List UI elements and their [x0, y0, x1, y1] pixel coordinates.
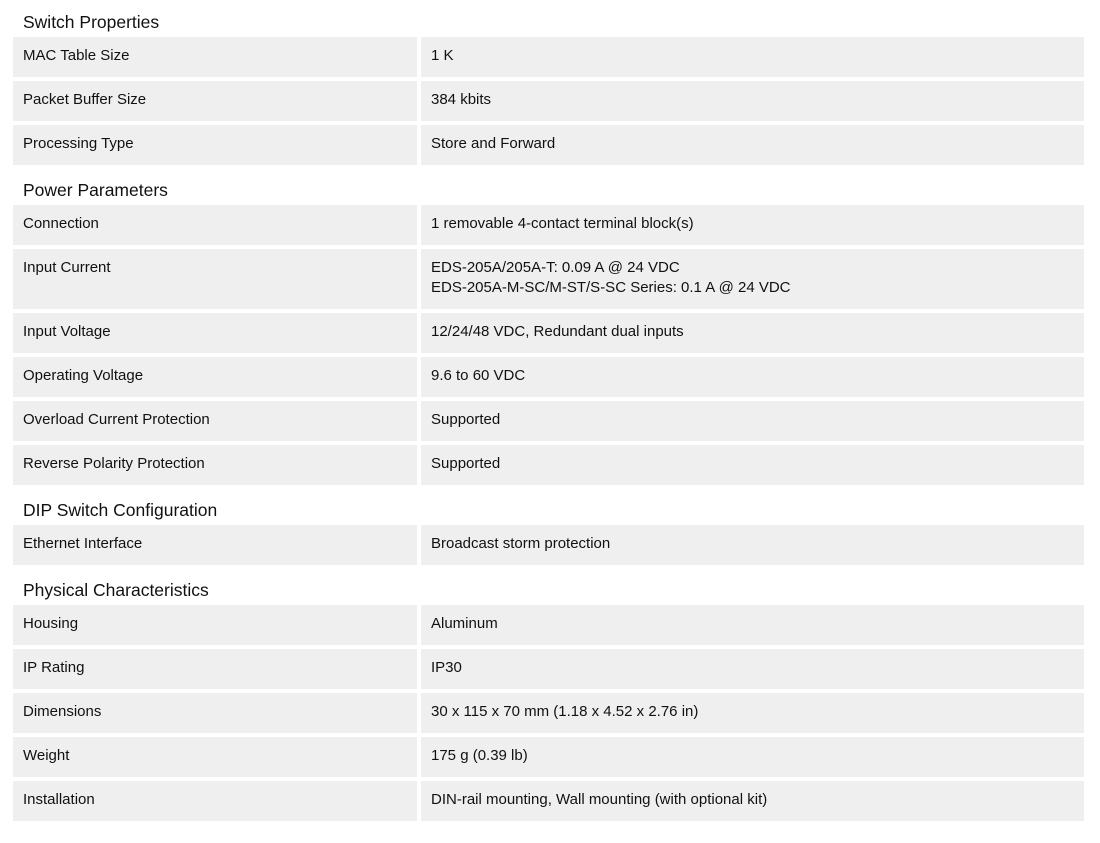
row-value-line: 12/24/48 VDC, Redundant dual inputs: [431, 323, 684, 340]
row-label: Packet Buffer Size: [13, 81, 417, 121]
row-value: [421, 525, 1084, 565]
row-label: IP Rating: [13, 649, 417, 689]
table-row: [13, 125, 1084, 165]
row-value: [421, 781, 1084, 821]
row-value-line: Store and Forward: [431, 135, 556, 152]
table-row: [13, 401, 1084, 441]
table-row: [13, 37, 1084, 77]
table-row: [13, 693, 1084, 733]
row-value: [421, 357, 1084, 397]
spec-table-power-parameters: [13, 205, 1084, 485]
row-label: Weight: [13, 737, 417, 777]
row-value-line: 30 x 115 x 70 mm (1.18 x 4.52 x 2.76 in): [431, 703, 699, 720]
table-row: [13, 605, 1084, 645]
table-row: [13, 649, 1084, 689]
section-title-dip-switch-configuration: DIP Switch Configuration: [23, 500, 218, 520]
row-value-line: 1 removable 4-contact terminal block(s): [431, 215, 694, 232]
spec-table-switch-properties: [13, 37, 1084, 165]
row-value-line: DIN-rail mounting, Wall mounting (with optional kit): [431, 791, 768, 808]
table-row: [13, 737, 1084, 777]
table-row: [13, 525, 1084, 565]
row-value: [421, 605, 1084, 645]
row-value: [421, 693, 1084, 733]
row-value: [421, 737, 1084, 777]
row-label: Dimensions: [13, 693, 417, 733]
row-value: [421, 125, 1084, 165]
spec-table-dip-switch-configuration: [13, 525, 1084, 565]
table-row: [13, 249, 1084, 309]
row-value-line: IP30: [431, 659, 462, 676]
table-row: [13, 781, 1084, 821]
row-label: Ethernet Interface: [13, 525, 417, 565]
row-value: [421, 205, 1084, 245]
row-value: [421, 37, 1084, 77]
table-row: [13, 445, 1084, 485]
row-label: Operating Voltage: [13, 357, 417, 397]
row-value-line: Aluminum: [431, 615, 498, 632]
row-label: Reverse Polarity Protection: [13, 445, 417, 485]
row-value-line: 384 kbits: [431, 91, 492, 108]
row-label: Installation: [13, 781, 417, 821]
row-label: MAC Table Size: [13, 37, 417, 77]
row-value: [421, 313, 1084, 353]
table-row: [13, 313, 1084, 353]
section-title-switch-properties: Switch Properties: [23, 12, 160, 32]
row-value: [421, 249, 1084, 309]
row-label: Input Voltage: [13, 313, 417, 353]
spec-table-physical-characteristics: [13, 605, 1084, 821]
row-value-line: Broadcast storm protection: [431, 535, 611, 552]
section-title-physical-characteristics: Physical Characteristics: [23, 580, 209, 600]
table-row: [13, 357, 1084, 397]
spec-sheet: [13, 7, 1084, 821]
row-value-line: 175 g (0.39 lb): [431, 747, 528, 764]
table-row: [13, 205, 1084, 245]
row-value-line: EDS-205A/205A-T: 0.09 A @ 24 VDC: [431, 259, 680, 276]
row-value: [421, 401, 1084, 441]
row-label: Input Current: [13, 249, 417, 309]
row-label: Housing: [13, 605, 417, 645]
row-value-line: Supported: [431, 411, 501, 428]
row-value-line: Supported: [431, 455, 501, 472]
row-value-line: 1 K: [431, 47, 454, 64]
row-label: Overload Current Protection: [13, 401, 417, 441]
row-value-line: 9.6 to 60 VDC: [431, 367, 526, 384]
table-row: [13, 81, 1084, 121]
row-value-line: EDS-205A-M-SC/M-ST/S-SC Series: 0.1 A @ 24 VDC: [431, 279, 791, 296]
section-title-power-parameters: Power Parameters: [23, 180, 168, 200]
row-value: [421, 81, 1084, 121]
row-value: [421, 445, 1084, 485]
row-label: Connection: [13, 205, 417, 245]
row-label: Processing Type: [13, 125, 417, 165]
row-value: [421, 649, 1084, 689]
